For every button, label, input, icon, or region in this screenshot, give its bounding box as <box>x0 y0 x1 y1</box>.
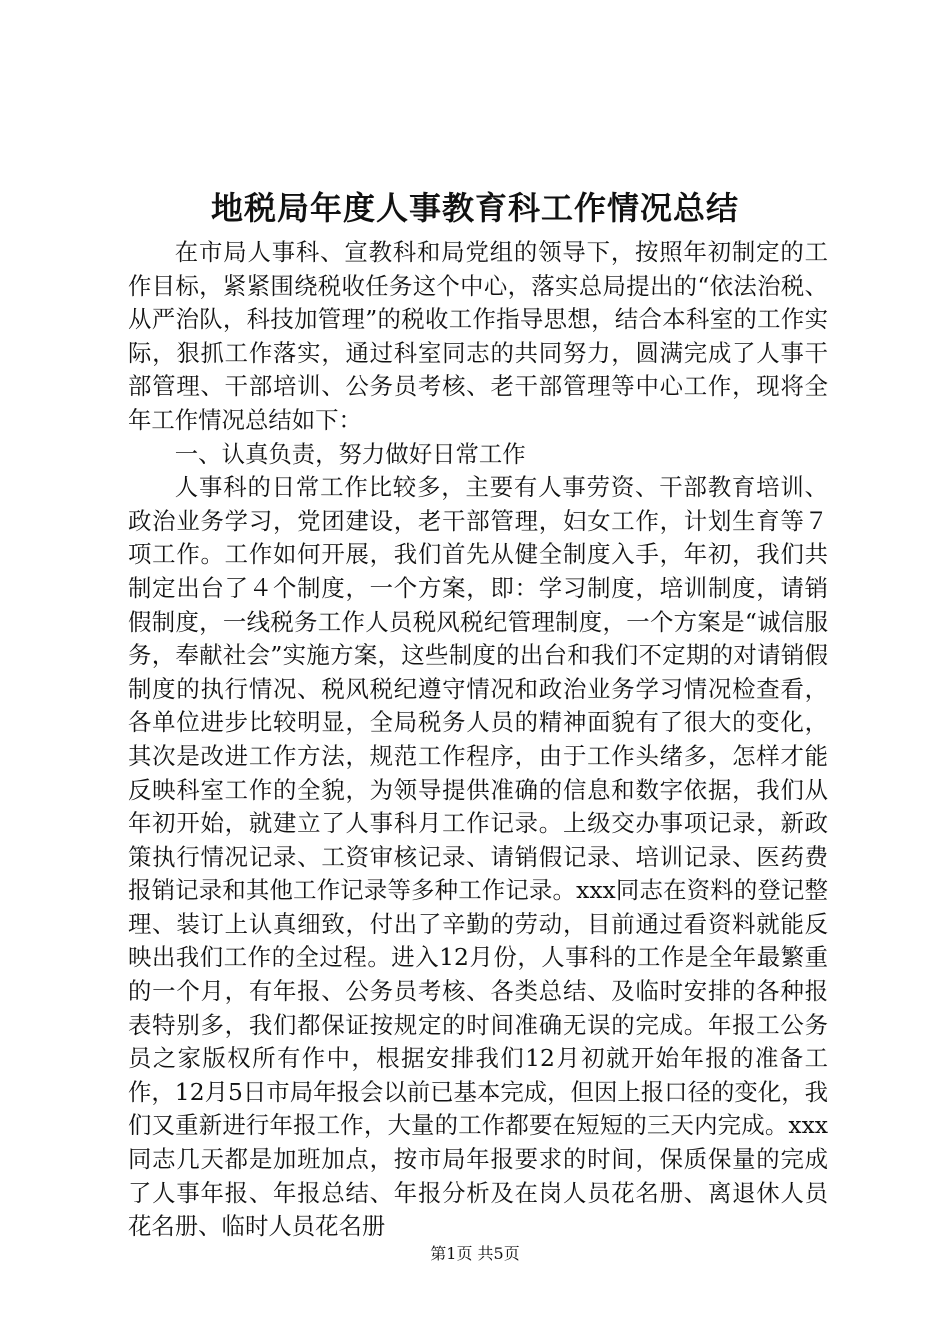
intro-paragraph: 在市局人事科、宣教科和局党组的领导下，按照年初制定的工作目标，紧紧围绕税收任务这个中心，落实总局提出的“依法治税、从严治队，科技加管理”的税收工作指导思想，结合本科室的工作实际，狠抓工作落实，通过科室同志的共同努力，圆满完成了人事干部管理、干部培训、公务员考核、老干部管理等中心工作，现将全年工作情况总结如下： <box>128 238 828 434</box>
document-title: 地税局年度人事教育科工作情况总结 <box>210 189 739 227</box>
document-body <box>128 236 828 1244</box>
section-heading: 一、认真负责，努力做好日常工作 <box>174 439 526 468</box>
page-number-footer: 第1页 共5页 <box>430 1244 520 1263</box>
body-paragraph: 人事科的日常工作比较多，主要有人事劳资、干部教育培训、政治业务学习，党团建设，老干部管理，妇女工作，计划生育等７项工作。工作如何开展，我们首先从健全制度入手，年初，我们共制定出台了４个制度，一个方案，即：学习制度，培训制度，请销假制度，一线税务工作人员税风税纪管理制度，一个方案是“诚信服务，奉献社会”实施方案，这些制度的出台和我们不定期的对请销假制度的执行情况、税风税纪遵守情况和政治业务学习情况检查看，各单位进步比较明显，全局税务人员的精神面貌有了很大的变化，其次是改进工作方法，规范工作程序，由于工作头绪多，怎样才能反映科室工作的全貌，为领导提供准确的信息和数字依据，我们从年初开始，就建立了人事科月工作记录。上级交办事项记录，新政策执行情况记录、工资审核记录、请销假记录、培训记录、医药费报销记录和其他工作记录等多种工作记录。xxx同志在资料的登记整理、装订上认真细致，付出了辛勤的劳动，目前通过看资料就能反映出我们工作的全过程。进入12月份，人事科的工作是全年最繁重的一个月，有年报、公务员考核、各类总结、及临时安排的各种报表特别多，我们都保证按规定的时间准确无误的完成。年报工公务员之家版权所有作中，根据安排我们12月初就开始年报的准备工作，12月5日市局年报会以前已基本完成，但因上报口径的变化，我们又重新进行年报工作，大量的工作都要在短短的三天内完成。xxx同志几天都是加班加点，按市局年报要求的时间，保质保量的完成了人事年报、年报总结、年报分析及在岗人员花名册、离退休人员花名册、临时人员花名册 <box>128 473 828 1241</box>
